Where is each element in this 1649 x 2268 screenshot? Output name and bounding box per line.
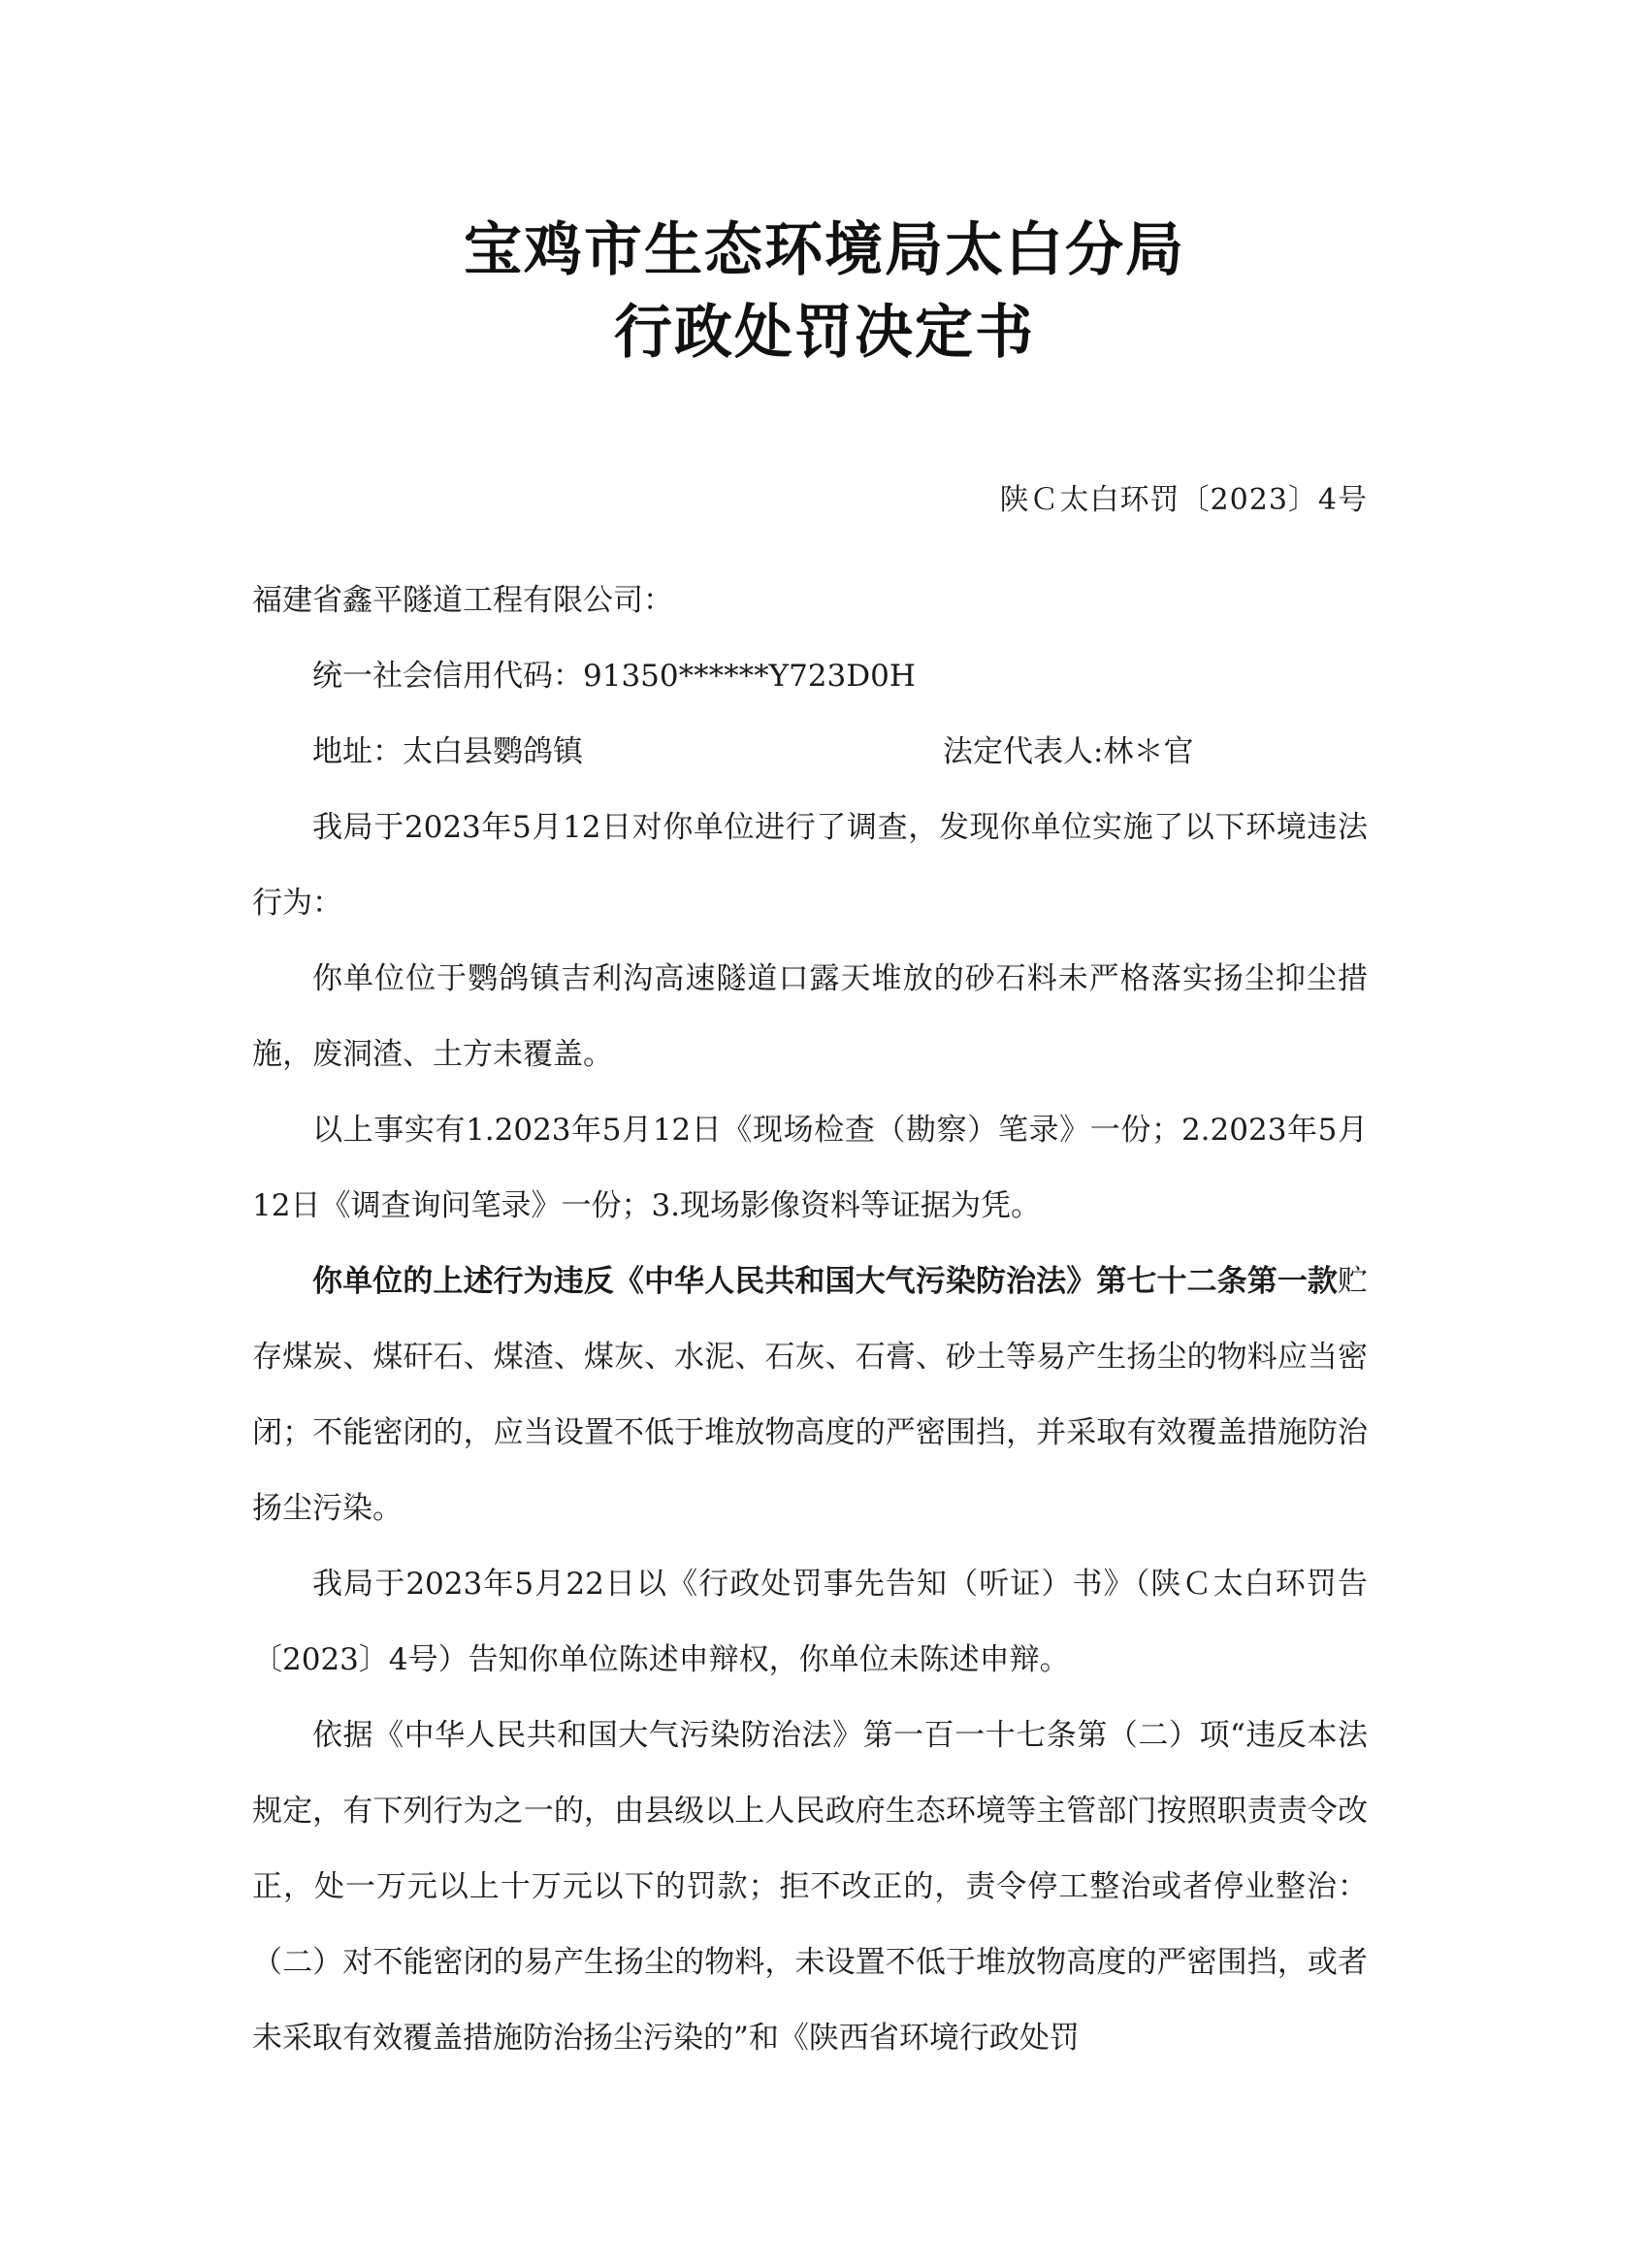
- address: 地址：太白县鹦鸽镇: [312, 734, 583, 769]
- document-body: [252, 563, 1368, 2076]
- legal-basis-text: 贮存煤炭、煤矸石、煤渣、煤灰、水泥、石灰、石膏、砂土等易产生扬尘的物料应当密闭；不能密闭的，应当设置不低于堆放物高度的严密围挡，并采取有效覆盖措施防治扬尘污染。: [252, 1264, 1368, 1526]
- address-row: [252, 714, 1368, 790]
- credit-code: 统一社会信用代码：91350******Y723D0H: [312, 659, 916, 694]
- paragraph-violation: 你单位位于鹦鸽镇吉利沟高速隧道口露天堆放的砂石料未严格落实扬尘抑尘措施，废洞渣、土方未覆盖。: [252, 961, 1368, 1072]
- paragraph-penalty-basis: 依据《中华人民共和国大气污染防治法》第一百一十七条第（二）项“违反本法规定，有下列行为之一的，由县级以上人民政府生态环境等主管部门按照职责责令改正，处一万元以上十万元以下的罚款；拒不改正的，责令停工整治或者停业整治：（二）对不能密闭的易产生扬尘的物料，未设置不低于堆放物高度的严密围挡，或者未采取有效覆盖措施防治扬尘污染的”和《陕西省环境行政处罚: [252, 1718, 1368, 2056]
- legal-representative: 法定代表人:林＊官: [943, 734, 1194, 769]
- paragraph-investigation: 我局于2023年5月12日对你单位进行了调查，发现你单位实施了以下环境违法行为：: [252, 810, 1368, 921]
- paragraph-notification: 我局于2023年5月22日以《行政处罚事先告知（听证）书》（陕Ｃ太白环罚告〔2023〕4号）告知你单位陈述申辩权，你单位未陈述申辩。: [252, 1567, 1368, 1677]
- document-title-type: 行政处罚决定书: [614, 299, 1035, 367]
- paragraph-evidence: 以上事实有1.2023年5月12日《现场检查（勘察）笔录》一份；2.2023年5月12日《调查询问笔录》一份；3.现场影像资料等证据为凭。: [252, 1113, 1368, 1223]
- legal-basis-citation: 你单位的上述行为违反《中华人民共和国大气污染防治法》第七十二条第一款: [312, 1264, 1338, 1299]
- paragraph-legal-basis: [252, 1244, 1368, 1546]
- document-title-agency: 宝鸡市生态环境局太白分局: [464, 216, 1185, 284]
- recipient-name: 福建省鑫平隧道工程有限公司：: [252, 583, 673, 618]
- document-number: 陕Ｃ太白环罚〔2023〕4号: [999, 483, 1368, 517]
